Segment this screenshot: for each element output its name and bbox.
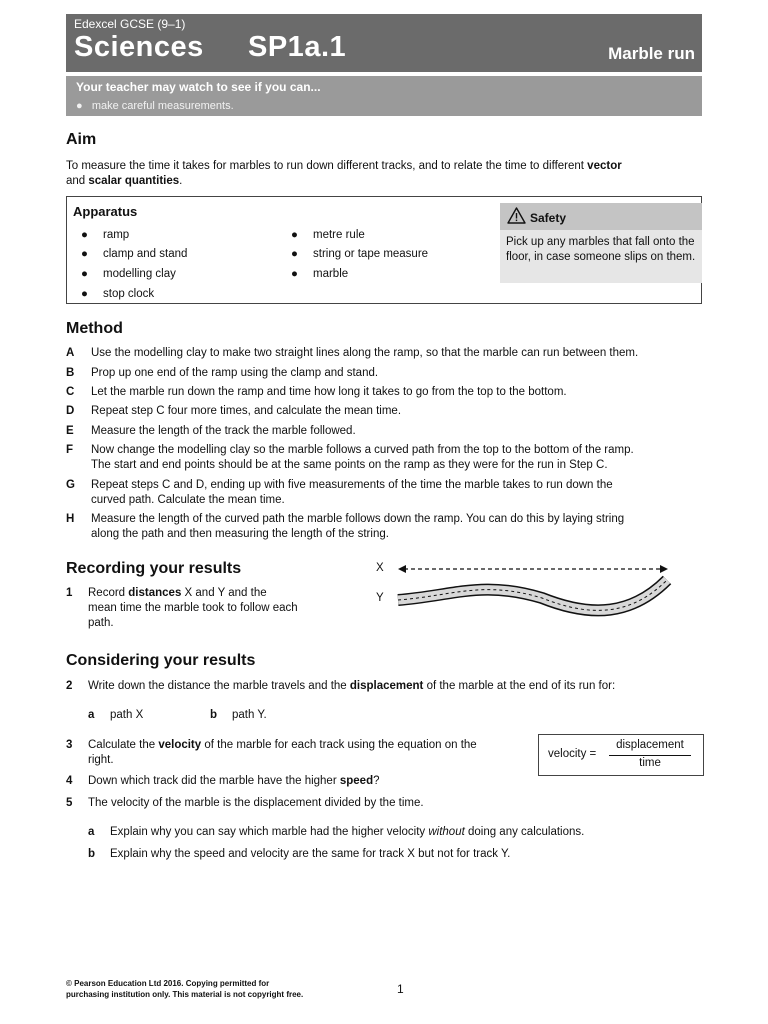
- recording-heading: Recording your results: [66, 560, 242, 577]
- page-number: 1: [397, 982, 404, 996]
- apparatus-heading: Apparatus: [73, 204, 138, 219]
- question-4: 4 Down which track did the marble have the higher speed?: [66, 775, 380, 787]
- label-x: X: [376, 562, 384, 574]
- header-banner: [66, 14, 702, 72]
- header-code: SP1a.1: [248, 31, 347, 63]
- formula-numerator: displacement: [616, 739, 684, 751]
- method-step: A Use the modelling clay to make two straight lines along the ramp, so that the marble can run between them.: [66, 347, 639, 359]
- velocity-formula-box: [538, 734, 704, 776]
- method-step: G Repeat steps C and D, ending up with five measurements of the time the marble takes to run down the curved path. Calculate the mean time.: [66, 479, 613, 506]
- curved-path-y: [398, 580, 667, 610]
- label-y: Y: [376, 592, 384, 604]
- apparatus-item: ● stop clock: [81, 288, 155, 300]
- apparatus-item: ● ramp: [81, 229, 130, 241]
- apparatus-item: ● marble: [291, 268, 349, 280]
- question-5b: b Explain why the speed and velocity are the same for track X but not for track Y.: [88, 848, 511, 860]
- method-step: B Prop up one end of the ramp using the clamp and stand.: [66, 367, 379, 379]
- header-title: Sciences: [74, 31, 204, 63]
- method-heading: Method: [66, 320, 123, 337]
- track-diagram: [392, 560, 682, 628]
- safety-box: [500, 203, 702, 283]
- apparatus-item: ● string or tape measure: [291, 248, 429, 260]
- safety-text: Pick up any marbles that fall onto the floor, in case someone slips on them.: [506, 236, 696, 263]
- safety-header: [500, 203, 702, 230]
- apparatus-item: ● metre rule: [291, 229, 365, 241]
- aim-heading: Aim: [66, 131, 97, 148]
- apparatus-item: ● modelling clay: [81, 268, 176, 280]
- apparatus-box: [66, 196, 702, 304]
- formula-lhs: velocity =: [548, 748, 597, 760]
- question-1: 1 Record distances X and Y and the mean time the marble took to follow each path.: [66, 587, 298, 629]
- header-subtitle: Edexcel GCSE (9–1): [74, 17, 186, 31]
- activity-name: Marble run: [608, 44, 695, 63]
- method-step: F Now change the modelling clay so the marble follows a curved path from the top to the bottom of the ramp. The start and end points should be at the same points on the ramp as they were for the run in Step C.: [66, 444, 634, 471]
- question-5: 5 The velocity of the marble is the displacement divided by the time.: [66, 797, 424, 809]
- method-step: H Measure the length of the curved path the marble follows down the ramp. You can do this by laying string along the path and then measuring the length of the string.: [66, 513, 625, 540]
- question-2: 2 Write down the distance the marble travels and the displacement of the marble at the end of its run for:: [66, 680, 616, 692]
- watch-title: Your teacher may watch to see if you can...: [76, 80, 321, 94]
- formula-denominator: time: [639, 757, 661, 769]
- warning-icon: [507, 207, 526, 224]
- question-5a: a Explain why you can say which marble had the higher velocity without doing any calculations.: [88, 826, 585, 838]
- apparatus-item: ● clamp and stand: [81, 248, 188, 260]
- method-step: D Repeat step C four more times, and calculate the mean time.: [66, 405, 402, 417]
- teacher-watch-box: [66, 76, 702, 116]
- method-step: E Measure the length of the track the marble followed.: [66, 425, 356, 437]
- distance-x-arrow: [398, 565, 668, 573]
- safety-title: Safety: [530, 211, 567, 225]
- aim-text: To measure the time it takes for marbles to run down different tracks, and to relate the time to different vector and scalar quantities.: [66, 160, 622, 187]
- method-step: C Let the marble run down the ramp and time how long it takes to go from the top to the bottom.: [66, 386, 567, 398]
- considering-heading: Considering your results: [66, 652, 256, 669]
- fraction-bar: [609, 755, 691, 756]
- question-3: 3 Calculate the velocity of the marble for each track using the equation on the right.: [66, 739, 477, 766]
- copyright-notice: © Pearson Education Ltd 2016. Copying permitted for purchasing institution only. This material is not copyright free.: [66, 979, 304, 999]
- question-2b: b path Y.: [210, 709, 267, 721]
- question-2a: a path X: [88, 709, 144, 721]
- watch-item: ● make careful measurements.: [76, 100, 234, 112]
